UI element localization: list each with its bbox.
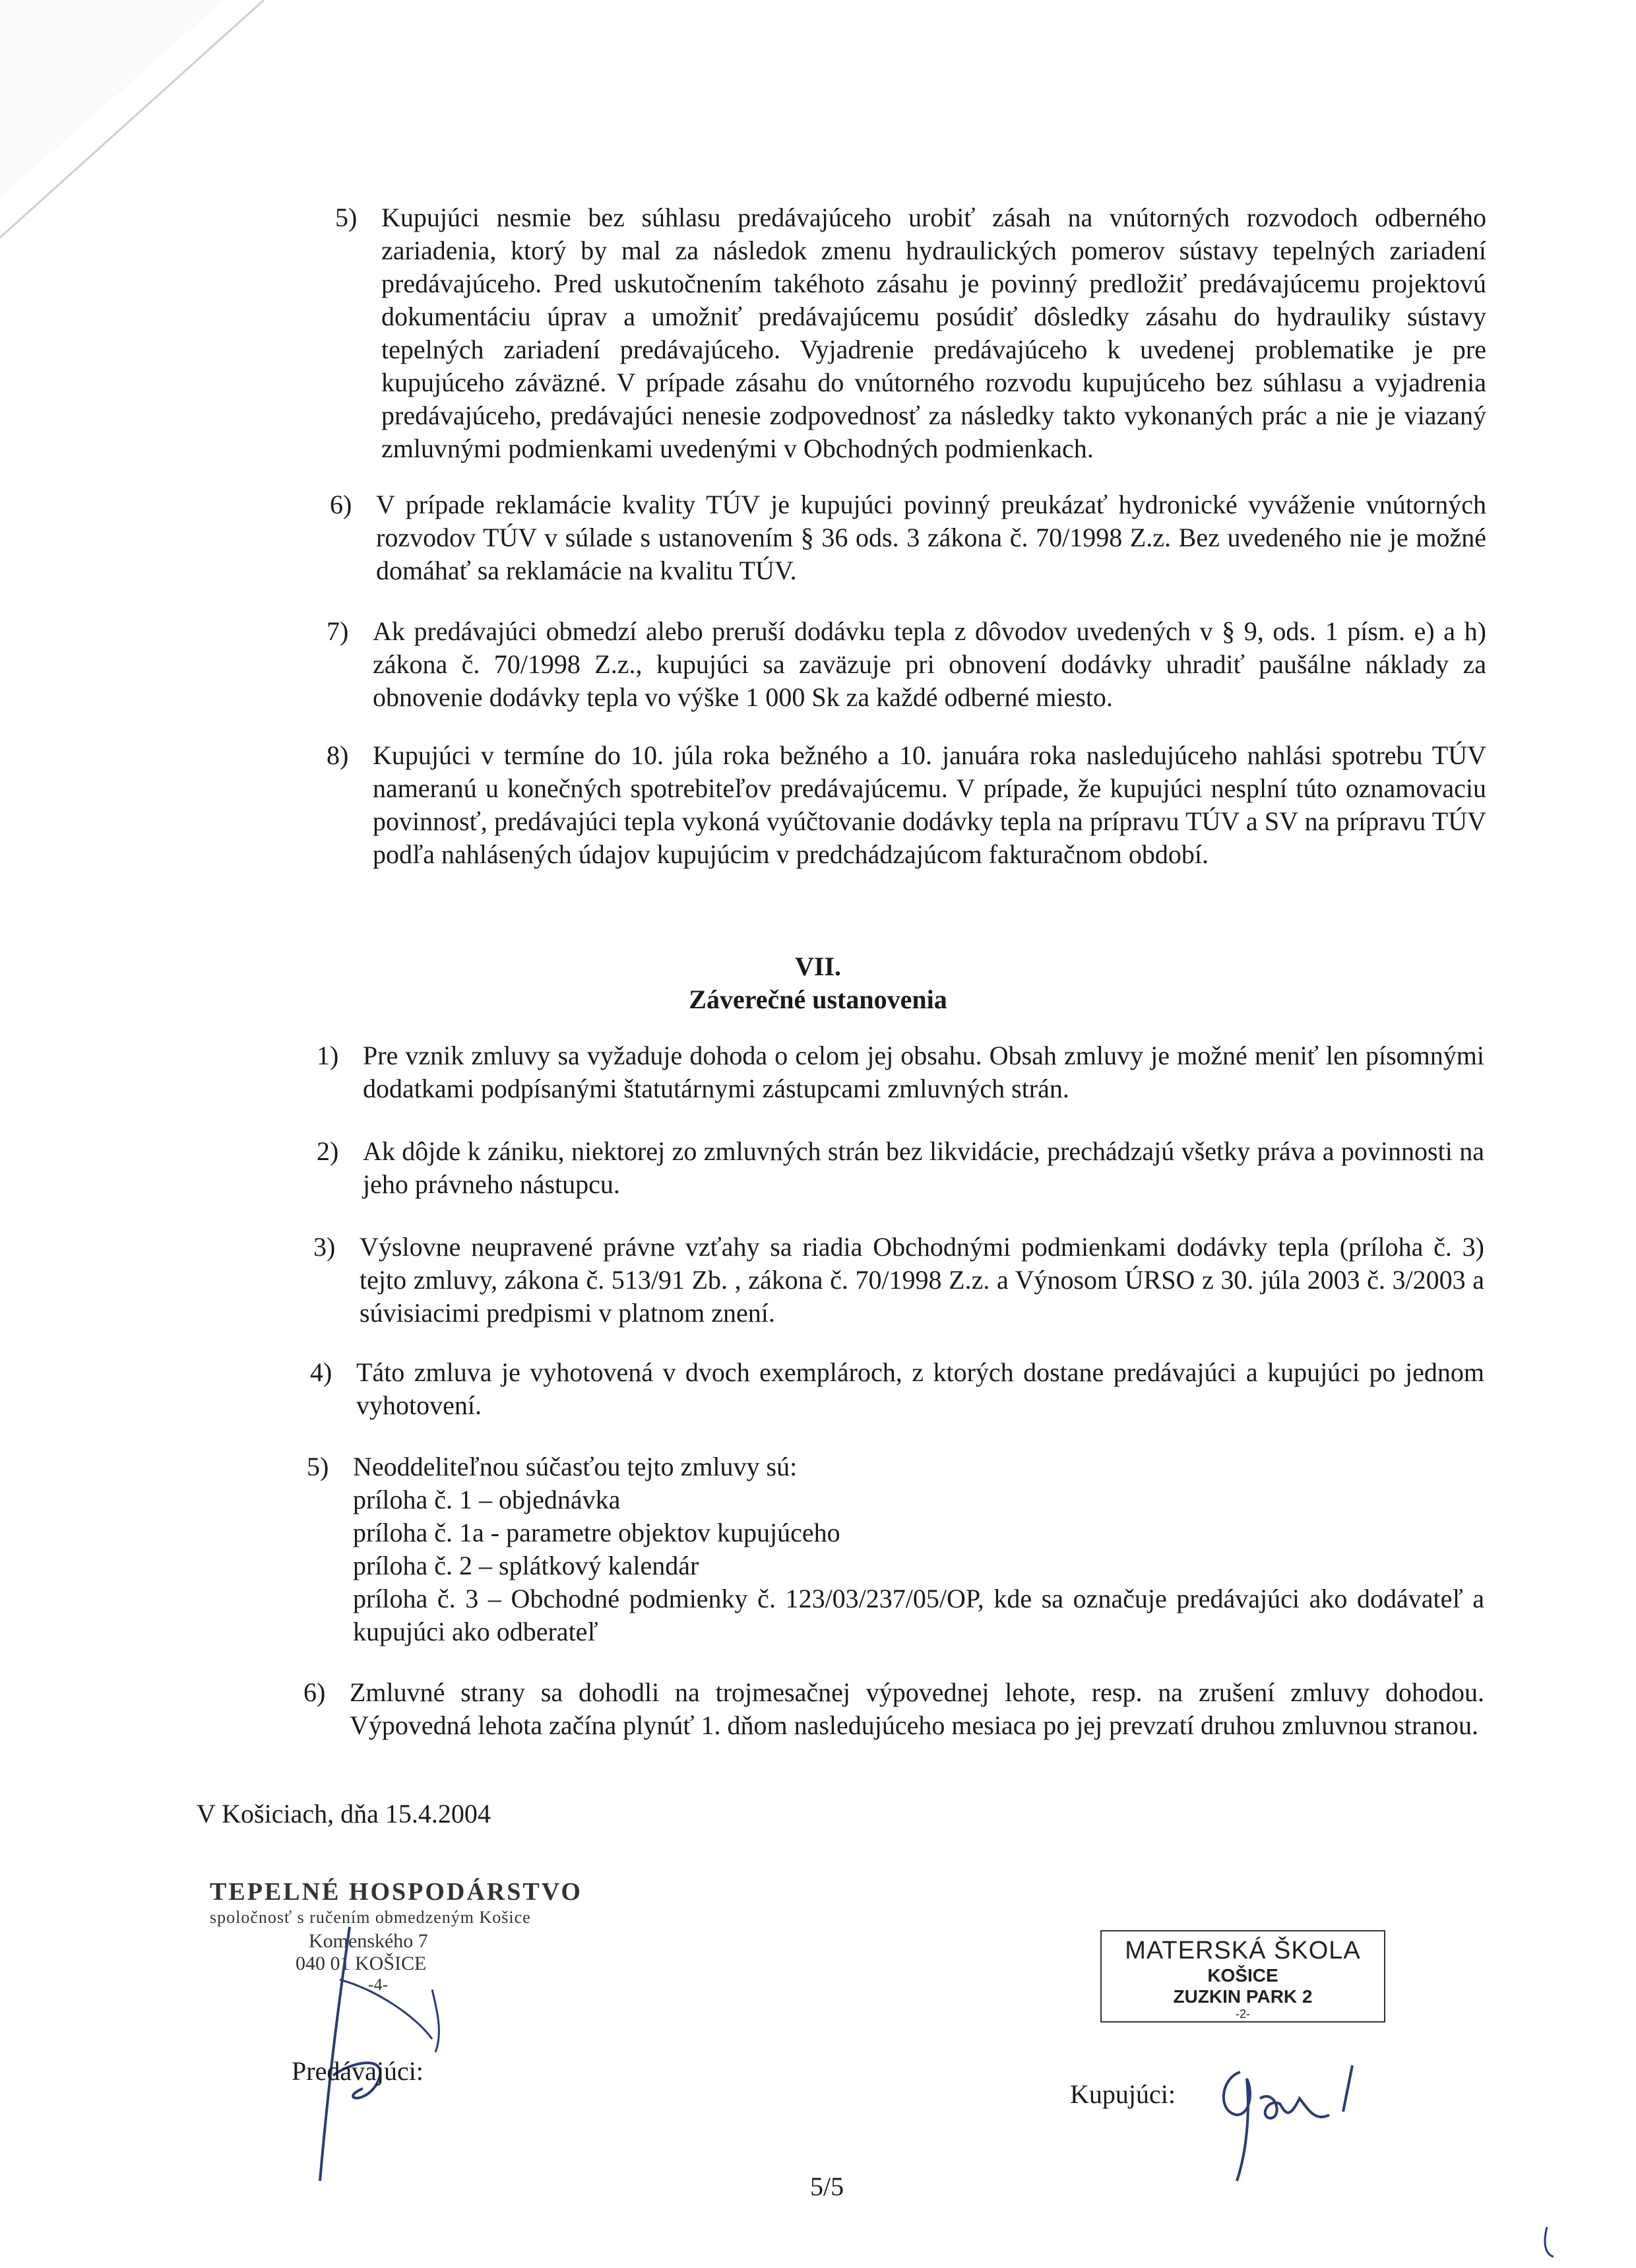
clause-text: Pre vznik zmluvy sa vyžaduje dohoda o celom jej obsahu. Obsah zmluvy je možné meniť len písomnými dodatkami podpísanými štatutárnymi zástupcami zmluvných strán. [363, 1041, 1484, 1103]
clause-top-5 [335, 201, 1486, 478]
clause-bottom-2 [317, 1135, 1484, 1208]
stray-pen-mark [1537, 2224, 1563, 2263]
clause-number: 5) [307, 1452, 329, 1481]
attachments-intro: Neoddeliteľnou súčasťou tejto zmluvy sú: [353, 1452, 798, 1481]
attachment-item: príloha č. 1 – objednávka [353, 1485, 621, 1514]
buyer-label: Kupujúci: [1070, 2079, 1176, 2109]
clause-number: 2) [317, 1136, 339, 1166]
clause-text: Kupujúci nesmie bez súhlasu predávajúceho urobiť zásah na vnútorných rozvodoch odberného zariadenia, ktorý by mal za následok zmenu hydraulických pomerov sústavy tepelných zariadení predávajúceho. Pred uskutočnením takéhoto zásahu je povinný predložiť predávajúcemu projektovú dokumentáciu úprav a umožniť predávajúcemu posúdiť dôsledky zásahu do hydrauliky sústavy tepelných zariadení predávajúceho. Vyjadrenie predávajúceho k uvedenej problematike je pre kupujúceho záväzné. V prípade zásahu do vnútorného rozvodu kupujúceho bez súhlasu a vyjadrenia predávajúceho, predávajúci nenesie zodpovednosť za následky takto vykonaných prác a nie je viazaný zmluvnými podmienkami uvedenými v Obchodných podmienkach. [381, 203, 1486, 463]
seller-stamp-street: Komenského 7 [309, 1930, 428, 1952]
clause-number: 1) [317, 1041, 339, 1070]
clause-text: Táto zmluva je vyhotovená v dvoch exemplároch, z ktorých dostane predávajúci a kupujúci po jednom vyhotovení. [356, 1357, 1484, 1420]
clause-text: Výslovne neupravené právne vzťahy sa riadia Obchodnými podmienkami dodávky tepla (príloha č. 3) tejto zmluvy, zákona č. 513/91 Zb. , zákona č. 70/1998 Z.z. a Výnosom ÚRSO z 30. júla 2003 č. 3/2003 a súvisiacimi predpismi v platnom znení. [360, 1232, 1484, 1328]
seller-stamp-company: TEPELNÉ HOSPODÁRSTVO [210, 1878, 582, 1906]
clause-number: 4) [310, 1357, 332, 1387]
place-date: V Košiciach, dňa 15.4.2004 [197, 1799, 491, 1829]
clause-text: V prípade reklamácie kvality TÚV je kupujúci povinný preukázať hydronické vyváženie vnútorných rozvodov TÚV v súlade s ustanovením § 36 ods. 3 zákona č. 70/1998 Z.z. Bez uvedeného nie je možné domáhať sa reklamácie na kvalitu TÚV. [376, 490, 1486, 585]
page-number: 5/5 [810, 2172, 844, 2201]
buyer-stamp-name: MATERSKÁ ŠKOLA [1125, 1937, 1361, 1964]
clause-text: Kupujúci v termíne do 10. júla roka bežného a 10. januára roka nasledujúceho nahlási spotrebu TÚV nameranú u konečných spotrebiteľov predávajúcemu. V prípade, že kupujúci nesplní túto oznamovaciu povinnosť, predávajúci tepla vykoná vyúčtovanie dodávky tepla na prípravu TÚV a SV na prípravu TÚV podľa nahlásených údajov kupujúcim v predchádzajúcom fakturačnom období. [373, 740, 1486, 869]
clause-top-8 [327, 739, 1486, 917]
buyer-stamp-code: -2- [1236, 2007, 1250, 2021]
attachment-item: príloha č. 3 – Obchodné podmienky č. 123/03/237/05/OP, kde sa označuje predávajúci ako dodávateľ a kupujúci ako odberateľ [353, 1584, 1484, 1646]
clause-number: 6) [330, 490, 352, 519]
clause-text: Ak predávajúci obmedzí alebo preruší dodávku tepla z dôvodov uvedených v § 9, ods. 1 písm. e) a h) zákona č. 70/1998 Z.z., kupujúci sa zaväzuje pri obnovení dodávky uhradiť paušálne náklady za obnovenie dodávky tepla vo výške 1 000 Sk za každé odberné miesto. [373, 616, 1486, 712]
seller-stamp-legal-form: spoločnosť s ručením obmedzeným Košice [210, 1908, 531, 1927]
clause-bottom-3 [313, 1231, 1484, 1336]
section-title: Záverečné ustanovenia [689, 985, 947, 1014]
seller-stamp-city: 040 01 KOŠICE [296, 1953, 427, 1974]
scan-edge-shadow [0, 0, 277, 277]
clause-bottom-5 [307, 1450, 1484, 1655]
clause-number: 5) [335, 203, 358, 232]
section-number: VII. [794, 952, 842, 981]
seller-label: Predávajúci: [292, 2056, 424, 2086]
clause-text: Zmluvné strany sa dohodli na trojmesačnej výpovednej lehote, resp. na zrušení zmluvy dohodou. Výpovedná lehota začína plynúť 1. dňom nasledujúceho mesiaca po jej prevzatí druhou zmluvnou stranou. [350, 1677, 1484, 1740]
clause-number: 8) [327, 740, 349, 770]
clause-top-7 [327, 615, 1486, 721]
buyer-stamp [1100, 1930, 1385, 2023]
attachments-block [353, 1450, 1484, 1648]
clause-bottom-4 [310, 1356, 1484, 1429]
attachment-item: príloha č. 1a - parametre objektov kupujúceho [353, 1518, 840, 1547]
clause-number: 7) [327, 616, 349, 646]
buyer-stamp-address: ZUZKIN PARK 2 [1173, 1986, 1313, 2007]
seller-stamp-code: -4- [368, 1975, 389, 1994]
buyer-signature [1214, 2052, 1372, 2191]
clause-text: Ak dôjde k zániku, niektorej zo zmluvných strán bez likvidácie, prechádzajú všetky práva a povinnosti na jeho právneho nástupcu. [363, 1136, 1484, 1199]
clause-number: 6) [303, 1677, 326, 1707]
clause-number: 3) [313, 1232, 336, 1262]
clause-bottom-1 [317, 1039, 1484, 1112]
clause-top-6 [330, 488, 1486, 594]
clause-bottom-6 [303, 1676, 1484, 1782]
attachment-item: príloha č. 2 – splátkový kalendár [353, 1551, 699, 1580]
buyer-stamp-city: KOŠICE [1207, 1965, 1278, 1986]
